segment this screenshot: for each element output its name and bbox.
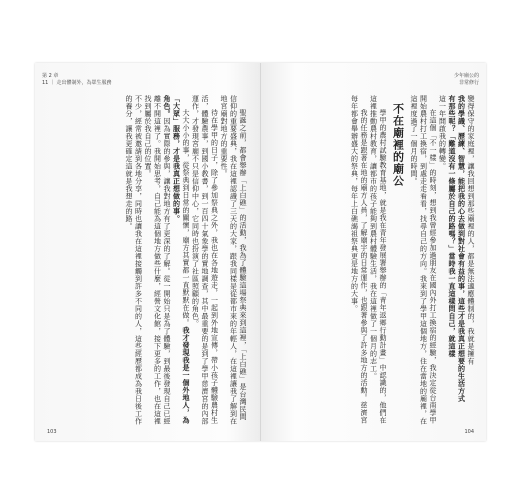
- paragraph: 角色。因為實際的參與，讓我對地方有了更深的了解。從一開始只是為了體驗，到最後發現自己已經離不開這裡了。我開始思考，自己能為這個地方做些什麼，經營文化館，接下更多的工作，也在這裡找到屬於我自己的位置。: [144, 95, 171, 425]
- paragraph: 這一年開啟我的轉變。: [438, 95, 447, 170]
- section-heading: 不在廟裡的廟公: [391, 103, 405, 187]
- emphasis: 這些才是我真正想要的生活方式: [457, 297, 466, 403]
- open-book-scan: [35, 63, 486, 441]
- book-title-label: 少年廟公的: [453, 73, 479, 79]
- paragraph: 變得保守的家庭裡，讓我回想到那些廟裡的人，都是無法適應體制的，我就是擁有: [467, 95, 475, 365]
- page-number: 103: [47, 429, 57, 435]
- emphasis: 我的學識、歷練、智慧，能把我的心去做到對社會有益的事，: [457, 95, 466, 298]
- left-body-text: [47, 95, 247, 427]
- paragraph: 學甲的農村試驗教育基地，就是我在青年發展署舉辦的「青年返鄉行動計畫」中認識的，他們在這裡推動農村教育，讓都市的孩子能夠到農村體驗生活，我在這裡做了一個月的志工。: [369, 95, 387, 424]
- emphasis: 我才發現我是一個外地人，為「大眾」服務，才是我真正想做的事。: [172, 95, 190, 424]
- left-running-header: [42, 73, 112, 87]
- paragraph: 我的任務是跟著在地的廟方人員，了解廟宇的日常運作，也跟著參與了許多地方的活動。慈濟宮每年都會舉辦盛大的祭典，每年上白礁謁祖祭典更是地方的大事。: [350, 95, 368, 424]
- paragraph: 不少，經常被邀請到各地分享，同時也讓我在這裡接觸到許多不同的人，這些經歷都成為我日後工作的養分，讓我更確定這就是我想走的路。: [125, 95, 143, 425]
- book-subtitle-label: 非常修行: [458, 80, 479, 86]
- paragraph: 在這個「不一樣」的時刻，想到我曾經參加過朋友在國內外打工換宿的經驗，我決定從台南學甲開始農村打工換宿，到處走走看看，找尋自己的方向。我來到了學甲這個地方，住在當地的廟裡，在這裡度過了一個月的時間。: [410, 95, 437, 425]
- right-body-text: [275, 95, 475, 427]
- right-running-header: [454, 73, 479, 87]
- left-page: [35, 63, 260, 441]
- paragraph: 聖誕之前，都會舉辦「上白礁」的活動，我為了體驗這場祭典來到這裡，「上白礁」是台灣民間信仰的重要盛典，我在這裡認識了三天的大家，跟我同樣是從都市來的年輕人，在這裡讓我了解到在地宮廟對地方的重要性。: [220, 95, 247, 425]
- page-number: 104: [464, 429, 474, 435]
- right-page: [261, 63, 486, 441]
- paragraph: 待在學甲的日子，除了參加祭典之外，我也在各地遊走，一起到外地宣傳，帶小孩子體驗農村生活，體驗農事，到國小教書，到一百四十氣象學的實地調查，其中最重要的是到了學甲慈濟宮的內部運作，才發現宮廟不只是信仰中心，它同時也扮演了社區照顧的角色。: [191, 95, 219, 425]
- paragraph: [447, 95, 457, 427]
- paragraph: 大大小小的事，從祭典到日常的關懷，廟方其實都一直默默在做。我才發現我是一個外地人，為「大眾」服務，才是我真正想做的事。: [172, 95, 190, 424]
- paragraph: [456, 95, 466, 427]
- emphasis: 有那些呢？「難道沒有一條屬於自己的路嗎？」當時我一直這樣問自己，就這樣: [448, 95, 456, 358]
- emphasis: 角色。: [163, 95, 171, 118]
- section-label: 11 ｜ 走出體制外，為眾生服務: [42, 80, 112, 86]
- chapter-label: 第 2 章: [42, 73, 59, 79]
